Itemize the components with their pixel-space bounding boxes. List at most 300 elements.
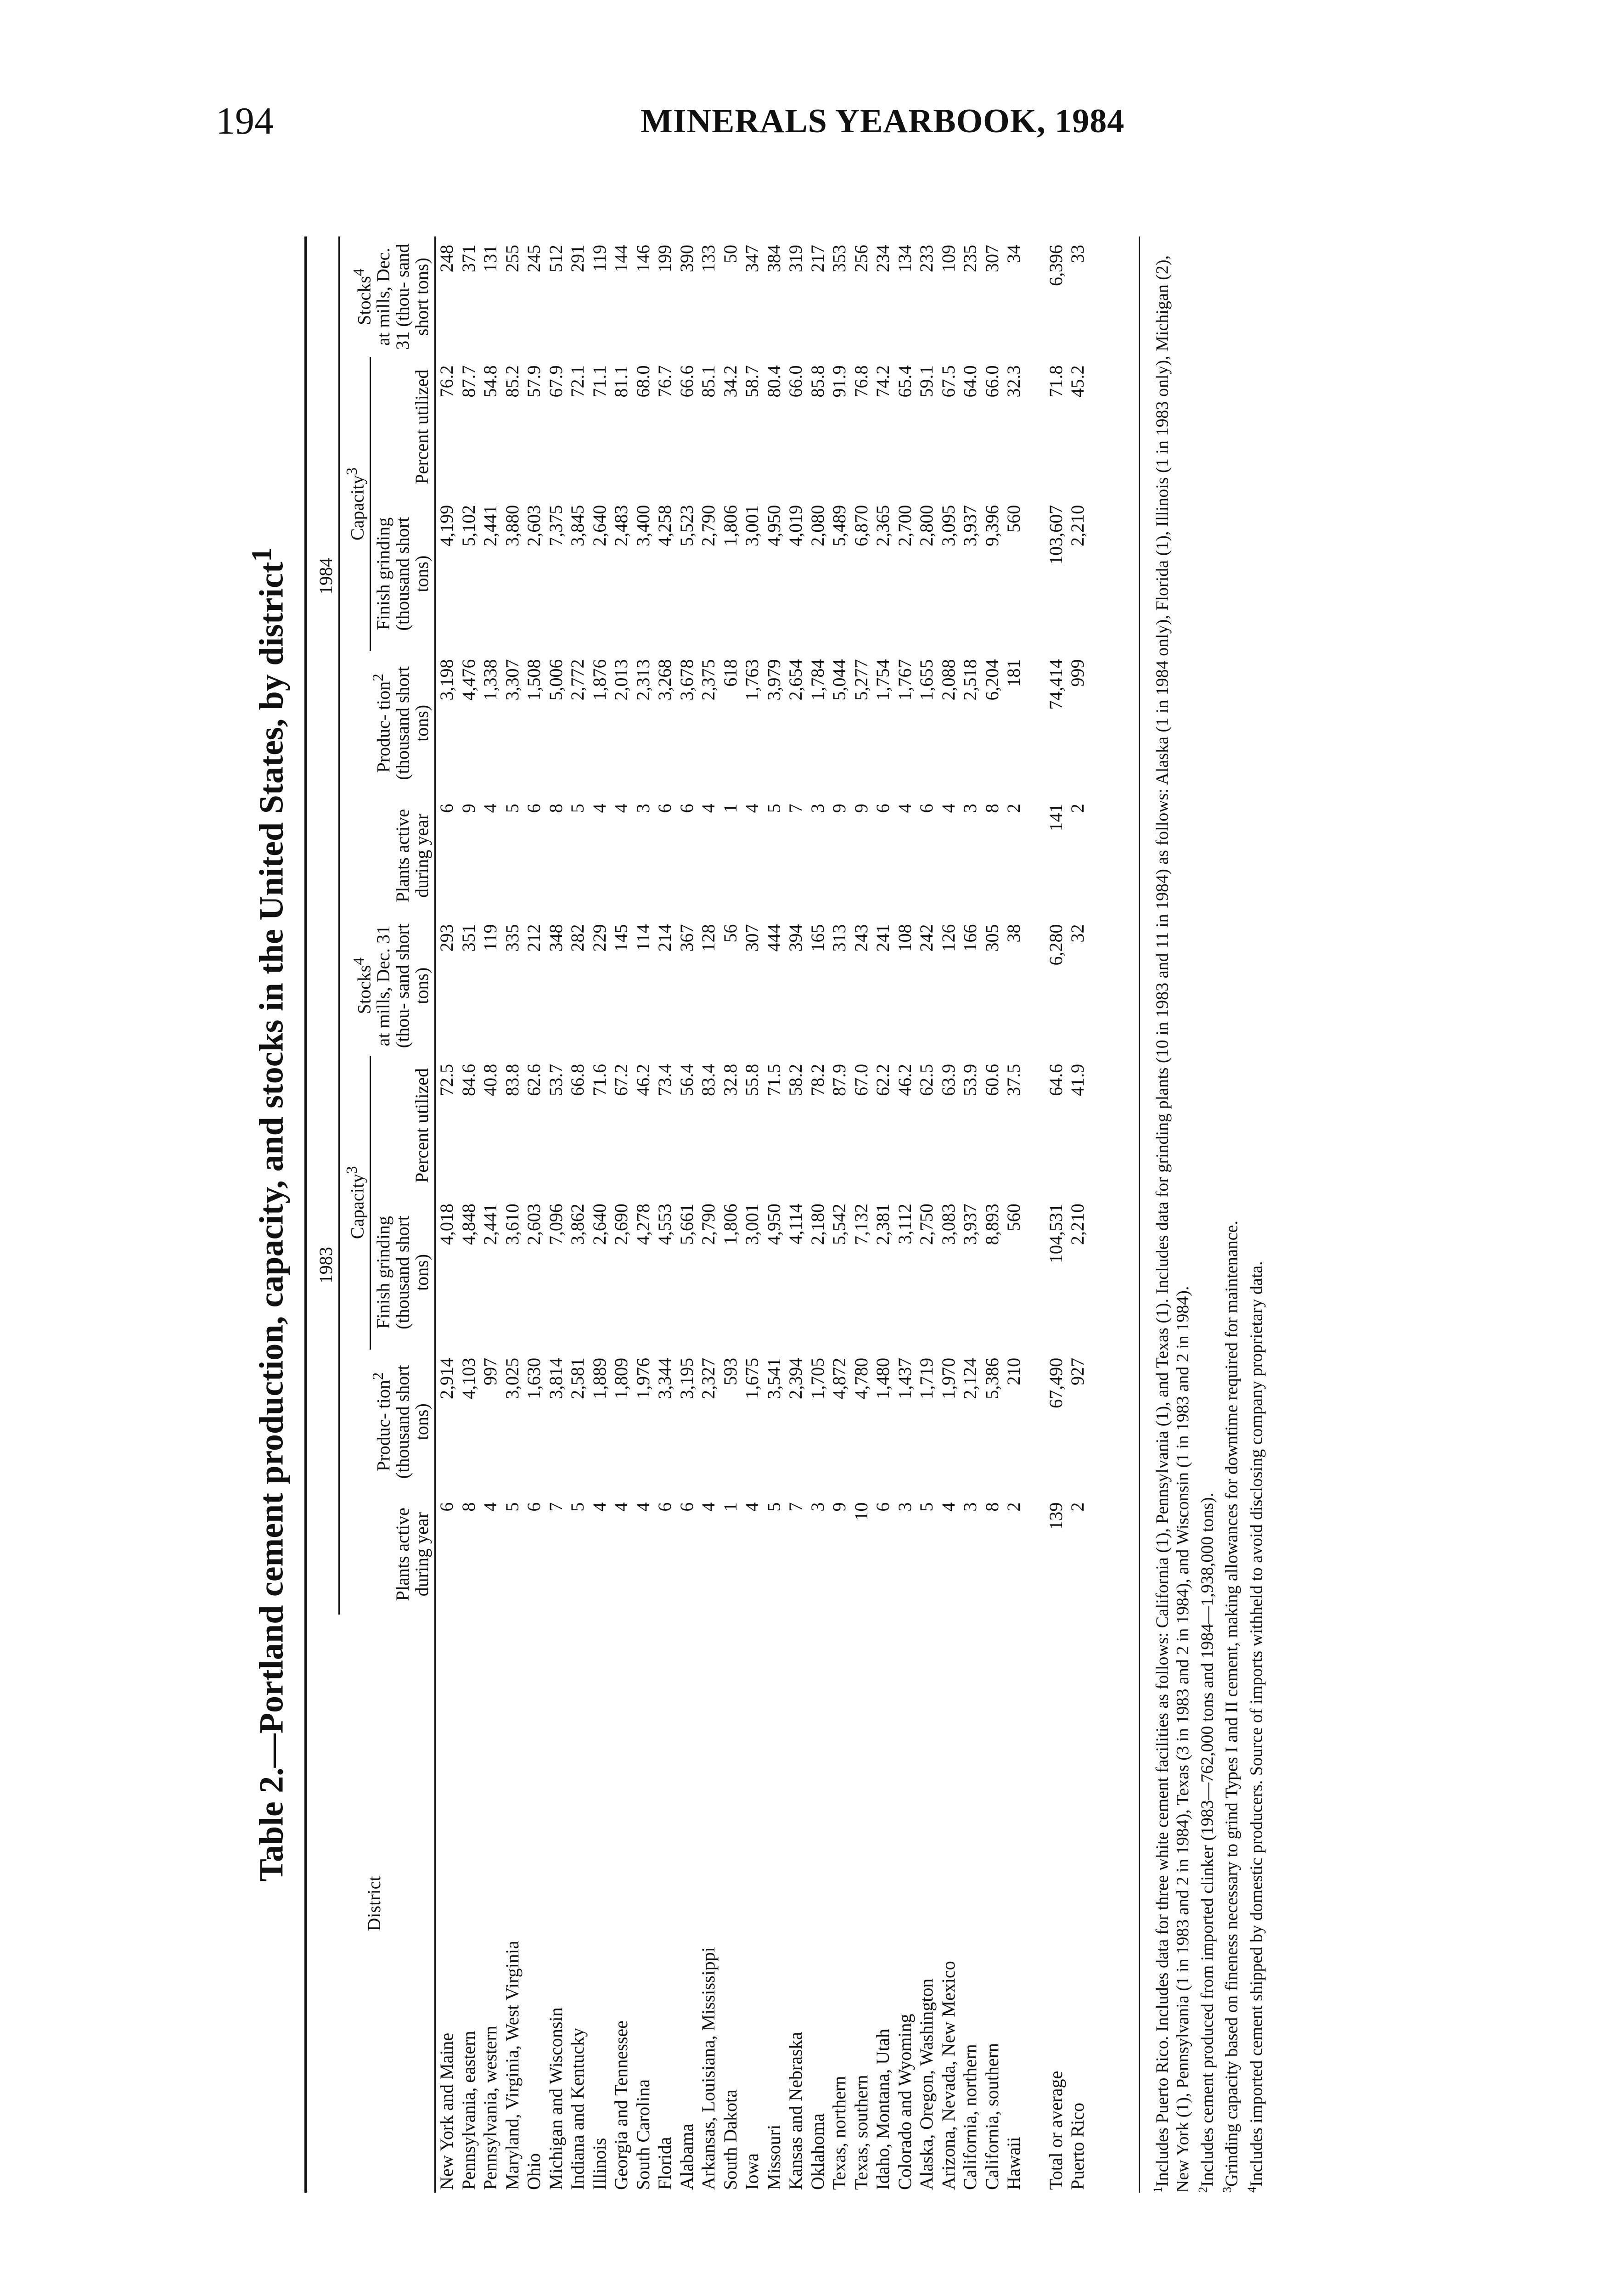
- table-cell: 63.9: [938, 1064, 959, 1096]
- table-cell: 394: [785, 924, 806, 952]
- district-label: Illinois: [589, 2138, 610, 2190]
- table-cell: 72.1: [567, 365, 588, 398]
- percent-header-1983: Percent utilized: [371, 1056, 435, 1195]
- district-label: Arizona, Nevada, New Mexico: [938, 1961, 959, 2190]
- table-cell: 5,542: [829, 1204, 850, 1245]
- table-cell: 62.2: [872, 1064, 894, 1096]
- table-top-rule: [304, 236, 307, 2193]
- table-cell: 2,603: [523, 1204, 545, 1245]
- table-cell: 3,814: [545, 1357, 566, 1399]
- table-cell: 7: [785, 804, 806, 813]
- table-cell: 335: [501, 924, 523, 952]
- table-cell: 8,893: [981, 1204, 1002, 1245]
- table-cell: 119: [480, 924, 501, 951]
- table-cell: 5,044: [829, 659, 850, 701]
- table-cell: 46.2: [632, 1064, 653, 1096]
- table-cell: 1,784: [807, 659, 828, 701]
- table-cell: 5: [501, 804, 523, 813]
- table-cell: 9,396: [981, 505, 1002, 546]
- finish-header-1983: Finish grinding (thousand short tons): [371, 1195, 435, 1350]
- table-cell: 2,750: [916, 1204, 937, 1245]
- table-cell: 66.0: [981, 365, 1002, 398]
- table-cell: 78.2: [807, 1064, 828, 1096]
- table-cell: 6: [523, 1502, 545, 1512]
- table-cell: 5,006: [545, 659, 566, 701]
- district-label: Missouri: [763, 2124, 784, 2190]
- district-name: [479, 1615, 501, 2193]
- table-row: [479, 236, 501, 2193]
- district-label: Colorado and Wyoming: [894, 2014, 915, 2190]
- district-label: Texas, northern: [829, 2076, 850, 2190]
- plants-header-1983: Plants active during year: [339, 1494, 435, 1615]
- table-cell: 291: [567, 245, 588, 272]
- table-cell: 3,937: [960, 505, 981, 546]
- table-cell: 2,800: [916, 505, 937, 546]
- table-cell: 6: [523, 804, 545, 813]
- table-cell: 1,437: [894, 1357, 915, 1399]
- table-cell: 60.6: [981, 1064, 1002, 1096]
- table-cell: 6: [436, 804, 457, 813]
- district-name: [894, 1615, 916, 2193]
- district-name: [981, 1615, 1003, 2193]
- stocks-label: Stocks: [354, 965, 375, 1014]
- district-name: [1067, 1615, 1089, 2193]
- table-cell: 5: [763, 1502, 784, 1512]
- table-cell: 1,763: [742, 659, 763, 701]
- district-label: Alabama: [676, 2123, 697, 2190]
- table-cell: 34.2: [719, 365, 741, 398]
- table-cell: 2,327: [698, 1357, 719, 1399]
- table-cell: 3,268: [654, 659, 675, 701]
- table-row: [501, 236, 523, 2193]
- table-cell: 81.1: [611, 365, 632, 398]
- page-number: 194: [216, 100, 274, 142]
- district-name: [828, 1615, 850, 2193]
- district-name: [654, 1615, 676, 2193]
- table-row: [632, 236, 654, 2193]
- table-cell: 85.8: [807, 365, 828, 398]
- table-cell: 927: [1067, 1357, 1088, 1385]
- table-cell: 2,180: [807, 1204, 828, 1245]
- district-name: [545, 1615, 567, 2193]
- table-cell: 181: [1003, 659, 1024, 687]
- table-cell: 146: [632, 245, 653, 272]
- table-cell: 2,013: [611, 659, 632, 701]
- table-cell: 282: [567, 924, 588, 952]
- district-label: South Dakota: [719, 2089, 741, 2190]
- table-cell: 5: [567, 804, 588, 813]
- table-cell: 4: [894, 804, 915, 813]
- table-cell: 319: [785, 245, 806, 272]
- table-cell: 4,848: [458, 1204, 479, 1245]
- district-name: [916, 1615, 938, 2193]
- table-cell: 46.2: [894, 1064, 915, 1096]
- table-cell: 1: [719, 804, 741, 813]
- table-title-text: Table 2.—Portland cement production, capacity, and stocks in the United States, by district: [253, 562, 291, 1882]
- table-cell: 235: [960, 245, 981, 272]
- table-cell: 5: [916, 1502, 937, 1512]
- capacity-label: Capacity: [347, 475, 368, 540]
- table-row: [1003, 236, 1025, 2193]
- table-cell: 3,845: [567, 505, 588, 546]
- footnote-text: Includes imported cement shipped by domestic producers. Source of imports withheld to avoid disclosing company proprietary data.: [1247, 1261, 1266, 2187]
- table-cell: 9: [829, 1502, 850, 1512]
- table-cell: 1,675: [742, 1357, 763, 1399]
- table-cell: 560: [1003, 505, 1024, 533]
- table-row: [981, 236, 1003, 2193]
- district-label: Arkansas, Louisiana, Mississippi: [698, 1947, 719, 2190]
- footnote-mark: 4: [1245, 2187, 1259, 2193]
- table-cell: 1,876: [589, 659, 610, 701]
- table-cell: 367: [676, 924, 697, 952]
- table-cell: 6: [872, 1502, 894, 1512]
- table-cell: 2,700: [894, 505, 915, 546]
- year-1984-header: 1984: [314, 236, 339, 916]
- table-cell: 4,018: [436, 1204, 457, 1245]
- table-cell: 1: [719, 1502, 741, 1512]
- table-cell: 134: [894, 245, 915, 272]
- table-cell: 7,132: [850, 1204, 871, 1245]
- table-cell: 54.8: [480, 365, 501, 398]
- table-cell: 3,112: [894, 1204, 915, 1244]
- table-cell: 199: [654, 245, 675, 272]
- table-cell: 2,772: [567, 659, 588, 701]
- table-row: [697, 236, 719, 2193]
- table-cell: 1,338: [480, 659, 501, 701]
- table-cell: 353: [829, 245, 850, 272]
- table-cell: 5,277: [850, 659, 871, 701]
- table-cell: 3: [807, 1502, 828, 1512]
- table-cell: 166: [960, 924, 981, 952]
- table-cell: 3: [807, 804, 828, 813]
- table-cell: 2: [1003, 804, 1024, 813]
- table-cell: 66.8: [567, 1064, 588, 1096]
- footnotes: [1148, 236, 1267, 2193]
- table-cell: 4,199: [436, 505, 457, 546]
- table-cell: 351: [458, 924, 479, 952]
- table-cell: 64.0: [960, 365, 981, 398]
- production-note: 2: [370, 674, 387, 681]
- table-cell: 1,806: [719, 1204, 741, 1245]
- table-cell: 2: [1067, 804, 1088, 813]
- table-cell: 4,019: [785, 505, 806, 546]
- table-cell: 87.9: [829, 1064, 850, 1096]
- table-cell: 41.9: [1067, 1064, 1088, 1096]
- district-name: [697, 1615, 719, 2193]
- table-cell: 71.1: [589, 365, 610, 398]
- table-cell: 87.7: [458, 365, 479, 398]
- table-cell: 3,095: [938, 505, 959, 546]
- table-cell: 72.5: [436, 1064, 457, 1096]
- table-cell: 71.6: [589, 1064, 610, 1096]
- table-cell: 8: [545, 804, 566, 813]
- district-label: Indiana and Kentucky: [567, 2027, 588, 2190]
- table-cell: 3,195: [676, 1357, 697, 1399]
- district-label: Iowa: [742, 2153, 763, 2190]
- table-cell: 3: [632, 804, 653, 813]
- district-name: [458, 1615, 480, 2193]
- table-cell: 3: [960, 1502, 981, 1512]
- table-cell: 2,394: [785, 1357, 806, 1399]
- table-cell: 4,950: [763, 505, 784, 546]
- table-cell: 8: [981, 804, 1002, 813]
- district-name: [959, 1615, 981, 2193]
- stocks-label: Stocks: [354, 276, 375, 325]
- table-cell: 1,976: [632, 1357, 653, 1399]
- table-cell: 58.7: [742, 365, 763, 398]
- table-cell: 10: [850, 1502, 871, 1521]
- district-name: [763, 1615, 785, 2193]
- table-cell: 2,790: [698, 1204, 719, 1245]
- table-cell: 2,914: [436, 1357, 457, 1399]
- district-name: [785, 1615, 807, 2193]
- table-cell: 34: [1003, 245, 1024, 263]
- table-row: [828, 236, 850, 2193]
- table-cell: 1,480: [872, 1357, 894, 1399]
- table-cell: 7,096: [545, 1204, 566, 1245]
- table-cell: 67,490: [1045, 1357, 1066, 1408]
- production-unit: (thousand short tons): [392, 1365, 433, 1479]
- table-cell: 55.8: [742, 1064, 763, 1096]
- table-cell: 109: [938, 245, 959, 272]
- table-cell: 255: [501, 245, 523, 272]
- table-cell: 59.1: [916, 365, 937, 398]
- table-cell: 9: [850, 804, 871, 813]
- table-cell: 3,307: [501, 659, 523, 701]
- footnote-mark: 1: [1151, 2187, 1164, 2193]
- table-cell: 4,114: [785, 1204, 806, 1244]
- table-cell: 3,001: [742, 505, 763, 546]
- table-cell: 6: [676, 804, 697, 813]
- table-cell: 1,754: [872, 659, 894, 701]
- table-cell: 2,640: [589, 1204, 610, 1245]
- table-cell: 4: [480, 804, 501, 813]
- stocks-note: 4: [350, 268, 367, 276]
- table-cell: 5,489: [829, 505, 850, 546]
- table-cell: 4,278: [632, 1204, 653, 1245]
- table-cell: 2,313: [632, 659, 653, 701]
- table-cell: 229: [589, 924, 610, 952]
- table-cell: 45.2: [1067, 365, 1088, 398]
- table-cell: 56.4: [676, 1064, 697, 1096]
- table-row: [435, 236, 458, 2193]
- table-cell: 83.4: [698, 1064, 719, 1096]
- capacity-label: Capacity: [347, 1174, 368, 1239]
- table-cell: 165: [807, 924, 828, 952]
- total-row: [1043, 236, 1067, 2193]
- table-cell: 313: [829, 924, 850, 952]
- table-cell: 62.5: [916, 1064, 937, 1096]
- district-name: [807, 1615, 829, 2193]
- table-cell: 593: [719, 1357, 741, 1385]
- district-header: District: [314, 1615, 435, 2193]
- table-cell: 305: [981, 924, 1002, 952]
- table-cell: 6,870: [850, 505, 871, 546]
- table-cell: 307: [981, 245, 1002, 272]
- table-cell: 67.5: [938, 365, 959, 398]
- table-cell: 2,654: [785, 659, 806, 701]
- capacity-note: 3: [343, 1166, 360, 1174]
- table-cell: 1,809: [611, 1357, 632, 1399]
- table-cell: 144: [611, 245, 632, 272]
- table-cell: 1,889: [589, 1357, 610, 1399]
- capacity-header-1984: [339, 357, 371, 651]
- table-cell: 4,476: [458, 659, 479, 701]
- table-row: [589, 236, 611, 2193]
- spacer-row: [1025, 236, 1043, 2193]
- footnote-4: [1242, 236, 1267, 2193]
- table-cell: 71.5: [763, 1064, 784, 1096]
- table-cell: 5,661: [676, 1204, 697, 1245]
- district-name: [523, 1615, 545, 2193]
- running-head: MINERALS YEARBOOK, 1984: [641, 102, 1125, 140]
- table-row: [872, 236, 894, 2193]
- table-cell: 1,655: [916, 659, 937, 701]
- percent-header-1984: Percent utilized: [371, 357, 435, 496]
- spacer-cell: [1025, 236, 1043, 2193]
- stocks-detail: at mills, Dec. 31 (thou- sand short tons): [373, 243, 433, 350]
- table-cell: 3,001: [742, 1204, 763, 1245]
- table-cell: 4,780: [850, 1357, 871, 1399]
- table-cell: 4: [698, 1502, 719, 1512]
- table-row: [567, 236, 589, 2193]
- table-cell: 66.0: [785, 365, 806, 398]
- table-cell: 307: [742, 924, 763, 952]
- table-cell: 83.8: [501, 1064, 523, 1096]
- district-name: [676, 1615, 698, 2193]
- table-cell: 40.8: [480, 1064, 501, 1096]
- footnote-3: [1217, 236, 1242, 2193]
- footnote-text: Includes cement produced from imported clinker (1983—762,000 tons and 1984—1,938,000 tons).: [1197, 1492, 1217, 2187]
- table-cell: 85.1: [698, 365, 719, 398]
- table-cell: 2,581: [567, 1357, 588, 1399]
- table-cell: 4,103: [458, 1357, 479, 1399]
- table-cell: 3,979: [763, 659, 784, 701]
- table-cell: 2,790: [698, 505, 719, 546]
- footnote-2: [1193, 236, 1218, 2193]
- table-cell: 2: [1003, 1502, 1024, 1512]
- district-label: Pennsylvania, eastern: [458, 2031, 479, 2190]
- table-cell: 114: [632, 924, 653, 951]
- table-cell: 139: [1045, 1502, 1066, 1530]
- table-cell: 6: [872, 804, 894, 813]
- table-cell: 2,483: [611, 505, 632, 546]
- table-cell: 1,719: [916, 1357, 937, 1399]
- table-cell: 9: [829, 804, 850, 813]
- table-cell: 384: [763, 245, 784, 272]
- production-header-1984: [339, 651, 435, 795]
- table-row: [916, 236, 938, 2193]
- table-title-note: 1: [246, 547, 277, 562]
- table-cell: 618: [719, 659, 741, 687]
- table-cell: 119: [589, 245, 610, 272]
- table-cell: 3,400: [632, 505, 653, 546]
- table-cell: 3,678: [676, 659, 697, 701]
- table-cell: 2: [1067, 1502, 1088, 1512]
- table-cell: 1,970: [938, 1357, 959, 1399]
- production-unit: (thousand short tons): [392, 666, 433, 780]
- table-cell: 9: [458, 804, 479, 813]
- finish-header-1984: Finish grinding (thousand short tons): [371, 497, 435, 651]
- table-cell: 6,280: [1045, 924, 1066, 966]
- district-label: Texas, southern: [850, 2075, 871, 2190]
- table-cell: 2,080: [807, 505, 828, 546]
- table-cell: 85.2: [501, 365, 523, 398]
- year-1983-header: 1983: [314, 916, 339, 1615]
- table-cell: 74.2: [872, 365, 894, 398]
- rotated-table-block: [246, 236, 1315, 2193]
- district-label: Alaska, Oregon, Washington: [916, 1978, 937, 2190]
- table-cell: 212: [523, 924, 545, 952]
- table-cell: 6: [654, 804, 675, 813]
- table-cell: 67.0: [850, 1064, 871, 1096]
- table-cell: 3: [960, 804, 981, 813]
- production-header-1983: [339, 1350, 435, 1494]
- table-cell: 108: [894, 924, 915, 952]
- stocks-header-1983: [339, 916, 435, 1056]
- footnote-text: Includes Puerto Rico. Includes data for three white cement facilities as follows: California (1), Pennsylvania (1), and Texas (1). Includes data for grinding plants (10 in 1983 and 11 in 1984) as follows: Alaska (1 in 1984 only), Florida (1), Illinois (1 in 1983 only), Michigan (2), New York (1), Pennsylvania (1 in 1983 and 2 in 1984), Texas (3 in 1983 and 2 in 1984), and Wisconsin (1 in 1983 and 2 in 1984).: [1152, 255, 1192, 2193]
- district-name: [435, 1615, 458, 2193]
- table-row: [807, 236, 829, 2193]
- district-name: [938, 1615, 960, 2193]
- table-cell: 53.7: [545, 1064, 566, 1096]
- table-cell: 245: [523, 245, 545, 272]
- table-cell: 1,508: [523, 659, 545, 701]
- table-cell: 2,375: [698, 659, 719, 701]
- table-cell: 3,198: [436, 659, 457, 701]
- table-cell: 66.6: [676, 365, 697, 398]
- table-cell: 5: [501, 1502, 523, 1512]
- table-cell: 65.4: [894, 365, 915, 398]
- table-cell: 2,640: [589, 505, 610, 546]
- production-label: Produc- tion: [373, 1380, 394, 1471]
- district-label: Maryland, Virginia, West Virginia: [501, 1941, 523, 2190]
- table-cell: 7: [785, 1502, 806, 1512]
- stocks-header-1984: [339, 236, 435, 357]
- table-cell: 3,937: [960, 1204, 981, 1245]
- footnote-1: [1148, 236, 1193, 2193]
- table-cell: 4: [589, 804, 610, 813]
- production-note: 2: [370, 1372, 387, 1380]
- table-cell: 62.6: [523, 1064, 545, 1096]
- table-row: [545, 236, 567, 2193]
- table-cell: 8: [981, 1502, 1002, 1512]
- table-cell: 390: [676, 245, 697, 272]
- capacity-note: 3: [343, 467, 360, 475]
- table-cell: 242: [916, 924, 937, 952]
- table-row: [676, 236, 698, 2193]
- table-cell: 217: [807, 245, 828, 272]
- table-cell: 2,124: [960, 1357, 981, 1399]
- table-cell: 141: [1045, 804, 1066, 832]
- table-cell: 76.8: [850, 365, 871, 398]
- table-cell: 2,603: [523, 505, 545, 546]
- table-cell: 997: [480, 1357, 501, 1385]
- table-cell: 68.0: [632, 365, 653, 398]
- table-cell: 347: [742, 245, 763, 272]
- district-label: California, southern: [981, 2043, 1002, 2190]
- table-cell: 5,386: [981, 1357, 1002, 1399]
- table-cell: 145: [611, 924, 632, 952]
- table-cell: 4: [611, 804, 632, 813]
- table-cell: 4: [698, 804, 719, 813]
- table-cell: 3,344: [654, 1357, 675, 1399]
- table-title: [246, 236, 292, 2193]
- district-label: Ohio: [523, 2153, 545, 2190]
- production-label: Produc- tion: [373, 681, 394, 773]
- district-label: South Carolina: [632, 2079, 653, 2190]
- table-cell: 57.9: [523, 365, 545, 398]
